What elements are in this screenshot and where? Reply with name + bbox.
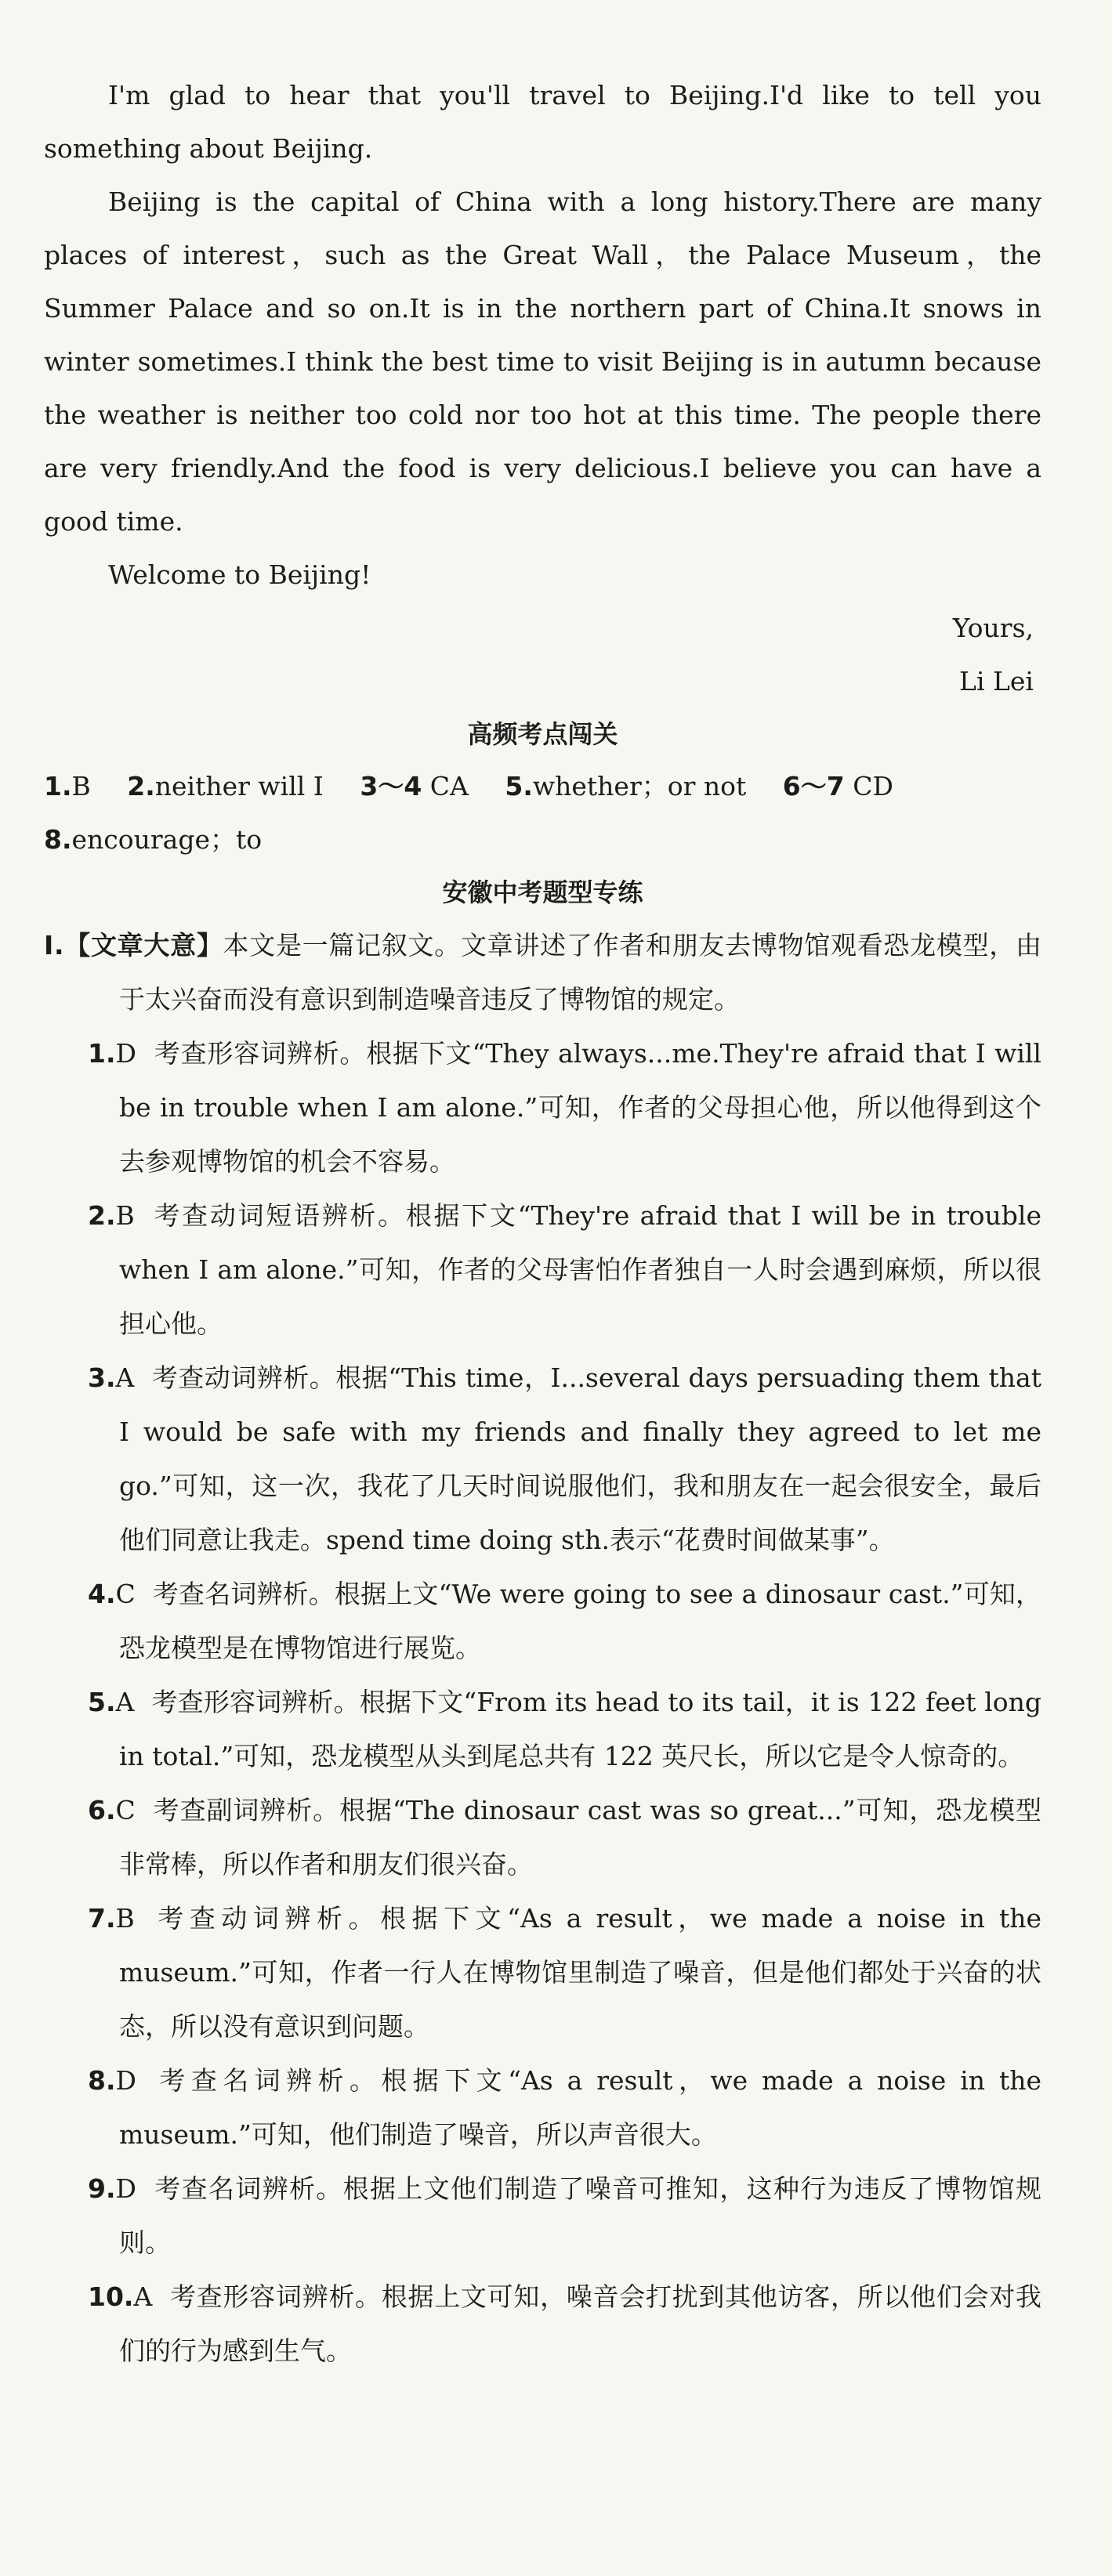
answer-item — [44, 2162, 1041, 2270]
item-explanation: 考查名词辨析。根据下文“As a result，we made a noise in the museum.”可知，他们制造了噪音，所以声音很大。 — [119, 2065, 1041, 2150]
answer-number: 3～4 — [360, 771, 422, 801]
summary-label: 【文章大意】 — [63, 930, 223, 961]
answer-item — [44, 1891, 1041, 2053]
answer-number: 6～7 — [782, 771, 845, 801]
letter-paragraph-3: Welcome to Beijing! — [108, 559, 371, 590]
item-number: 2. — [88, 1200, 116, 1231]
item-number: 8. — [88, 2065, 116, 2096]
roman-numeral: Ⅰ. — [44, 930, 64, 961]
answer-item — [44, 1675, 1041, 1783]
item-number: 10. — [88, 2281, 134, 2312]
item-number: 4. — [88, 1579, 116, 1609]
answer-value: B — [71, 771, 91, 801]
answer-value: encourage；to — [71, 824, 263, 855]
answer-value: neither will I — [154, 771, 324, 801]
section-anhui-practice — [44, 867, 1041, 2378]
answer-number: 5. — [505, 771, 533, 801]
answer-number: 2. — [127, 771, 155, 801]
answer-value: whether；or not — [532, 771, 747, 801]
item-explanation: 考查动词辨析。根据“This time，I...several days persuading them that I would be safe with my friends and finally they agreed to let me go.”可知，这一次，我花了几天时间说服他们，我和朋友在一起会很安全，最后他们同意让我走。spend time doing sth.表示“花费时间做某事”。 — [119, 1362, 1041, 1555]
item-explanation: 考查动词短语辨析。根据下文“They're afraid that I will be in trouble when I am alone.”可知，作者的父母害怕作者独自一人时会遇到麻烦，所以很担心他。 — [119, 1200, 1041, 1339]
item-option: C — [115, 1579, 136, 1609]
item-option: B — [115, 1200, 135, 1231]
item-option: D — [115, 2065, 136, 2096]
section-title-anhui: 安徽中考题型专练 — [442, 877, 643, 907]
item-explanation: 考查副词辨析。根据“The dinosaur cast was so great...”可知，恐龙模型非常棒，所以作者和朋友们很兴奋。 — [119, 1795, 1041, 1880]
answer-number: 8. — [44, 824, 72, 855]
answer-item — [44, 1026, 1041, 1189]
answer-item — [44, 2270, 1041, 2378]
section-high-frequency — [44, 708, 1041, 867]
letter-paragraph-1: I'm glad to hear that you'll travel to Beijing.I'd like to tell you something about Beijing. — [44, 80, 1041, 164]
item-option: D — [115, 2173, 136, 2204]
item-number: 3. — [88, 1362, 116, 1393]
article-summary — [44, 918, 1041, 1026]
answer-item — [44, 1567, 1041, 1675]
item-number: 1. — [88, 1038, 116, 1069]
answer-value: CA — [429, 771, 469, 801]
item-explanation: 考查名词辨析。根据上文“We were going to see a dinosaur cast.”可知，恐龙模型是在博物馆进行展览。 — [119, 1579, 1041, 1663]
item-number: 9. — [88, 2173, 116, 2204]
item-option: D — [115, 1038, 136, 1069]
answer-line-1 — [44, 760, 1041, 813]
item-option: A — [115, 1687, 135, 1717]
answer-value: CD — [853, 771, 893, 801]
letter — [44, 69, 1041, 708]
item-number: 7. — [88, 1903, 116, 1934]
item-explanation: 考查形容词辨析。根据上文可知，噪音会打扰到其他访客，所以他们会对我们的行为感到生气。 — [119, 2281, 1041, 2366]
item-explanation: 考查动词辨析。根据下文“As a result，we made a noise in the museum.”可知，作者一行人在博物馆里制造了噪音，但是他们都处于兴奋的状态，所以没有意识到问题。 — [119, 1903, 1041, 2042]
section-title-high-frequency: 高频考点闯关 — [467, 719, 618, 749]
answer-line-2 — [44, 813, 1041, 867]
item-number: 5. — [88, 1687, 116, 1717]
item-option: A — [115, 1362, 135, 1393]
summary-text: 本文是一篇记叙文。文章讲述了作者和朋友去博物馆观看恐龙模型，由于太兴奋而没有意识到制造噪音违反了博物馆的规定。 — [119, 930, 1041, 1015]
item-option: C — [115, 1795, 136, 1825]
answer-item — [44, 1783, 1041, 1891]
answer-item — [44, 2053, 1041, 2162]
letter-closing: Yours, — [952, 613, 1034, 643]
letter-signature: Li Lei — [959, 666, 1034, 696]
item-number: 6. — [88, 1795, 116, 1825]
item-option: A — [133, 2281, 153, 2312]
answer-item — [44, 1351, 1041, 1567]
item-explanation: 考查名词辨析。根据上文他们制造了噪音可推知，这种行为违反了博物馆规则。 — [119, 2173, 1041, 2258]
item-option: B — [115, 1903, 135, 1934]
answer-item — [44, 1189, 1041, 1351]
letter-paragraph-2: Beijing is the capital of China with a long history.There are many places of interest，such as the Great Wall，the Palace Museum，the Summer Palace and so on.It is in the northern part of China.It snows in winter sometimes.I think the best time to visit Beijing is in autumn because the weather is neither too cold nor too hot at this time. The people there are very friendly.And the food is very delicious.I believe you can have a good time. — [44, 186, 1041, 537]
answer-number: 1. — [44, 771, 72, 801]
item-explanation: 考查形容词辨析。根据下文“They always...me.They're afraid that I will be in trouble when I am alone.”可知，作者的父母担心他，所以他得到这个去参观博物馆的机会不容易。 — [119, 1038, 1041, 1177]
item-explanation: 考查形容词辨析。根据下文“From its head to its tail，it is 122 feet long in total.”可知，恐龙模型从头到尾总共有 122 英尺长，所以它是令人惊奇的。 — [119, 1687, 1041, 1771]
